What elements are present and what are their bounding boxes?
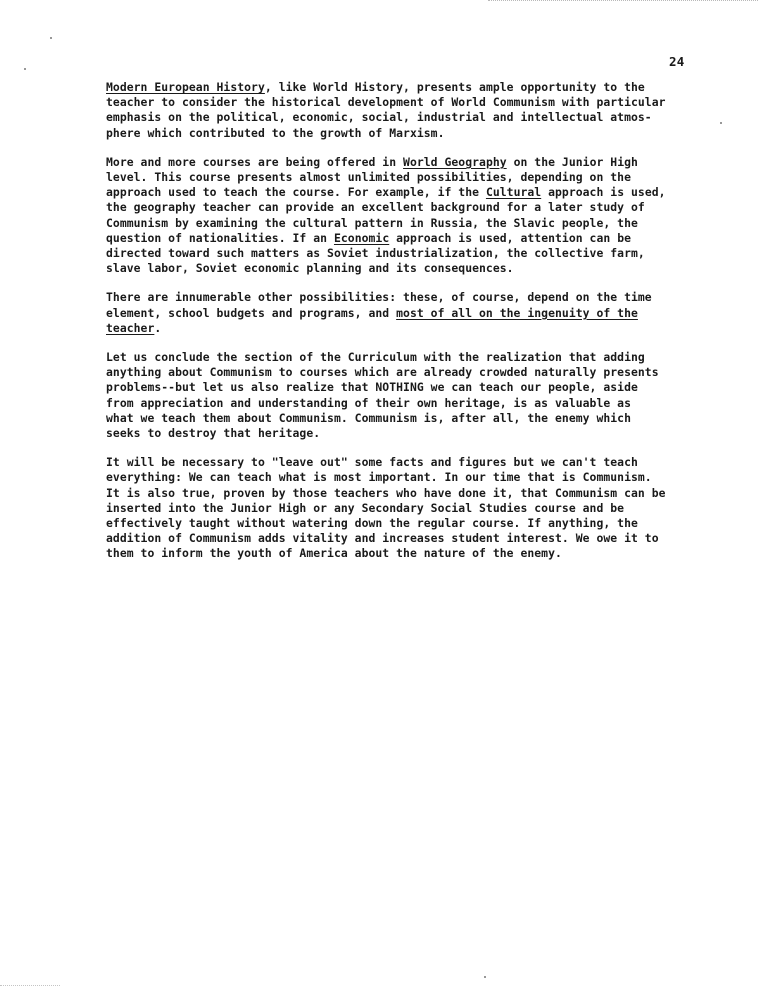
underlined-term: Modern European History	[106, 80, 265, 94]
underlined-term: World Geography	[403, 154, 507, 169]
text-line	[106, 426, 731, 441]
text-segment: level. This course presents almost unlimited possibilities, depending on the	[106, 170, 631, 185]
text-segment: effectively taught without watering down the regular course. If anything, the	[106, 516, 638, 531]
text-line	[106, 95, 731, 110]
text-line	[106, 531, 731, 546]
text-segment: what we teach them about Communism. Communism is, after all, the enemy which	[106, 410, 631, 425]
text-line	[106, 80, 731, 95]
text-line	[106, 501, 731, 516]
text-segment: directed toward such matters as Soviet industrialization, the collective farm,	[106, 246, 645, 261]
text-line	[106, 365, 731, 380]
paragraph	[106, 290, 731, 336]
text-line	[106, 350, 731, 365]
text-line	[106, 486, 731, 501]
body-text	[106, 80, 731, 576]
paragraph	[106, 80, 731, 141]
text-segment: everything: We can teach what is most important. In our time that is Communism.	[106, 470, 652, 485]
text-line	[106, 216, 731, 231]
text-line	[106, 170, 731, 185]
text-line	[106, 290, 731, 305]
text-line	[106, 411, 731, 426]
text-segment: teacher to consider the historical development of World Communism with particular	[106, 95, 666, 110]
text-segment: , like World History, presents ample opportunity to the	[264, 80, 645, 94]
text-segment: the geography teacher can provide an excellent background for a later study of	[106, 200, 645, 215]
text-segment: addition of Communism adds vitality and increases student interest. We owe it to	[106, 531, 659, 546]
scan-speck	[484, 976, 486, 978]
text-segment: More and more courses are being offered in	[106, 154, 404, 169]
text-segment: anything about Communism to courses which are already crowded naturally presents	[106, 365, 659, 380]
text-line	[106, 200, 731, 215]
text-line	[106, 470, 731, 485]
text-line	[106, 306, 731, 321]
text-segment: Let us conclude the section of the Curriculum with the realization that adding	[106, 350, 645, 365]
text-segment: phere which contributed to the growth of Marxism.	[106, 125, 445, 140]
scan-speck	[24, 68, 26, 70]
text-line	[106, 246, 731, 261]
text-line	[106, 110, 731, 125]
underlined-term: Cultural	[485, 185, 542, 200]
underlined-term: Economic	[333, 230, 390, 245]
text-segment: problems--but let us also realize that NOTHING we can teach our people, aside	[106, 380, 638, 395]
text-line	[106, 380, 731, 395]
text-segment: Communism by examining the cultural pattern in Russia, the Slavic people, the	[106, 215, 638, 230]
text-segment: element, school budgets and programs, and	[106, 305, 397, 320]
paragraph	[106, 455, 731, 561]
text-segment: question of nationalities. If an	[106, 230, 334, 245]
scan-edge-dots-top	[488, 0, 758, 1]
text-line	[106, 516, 731, 531]
paragraph	[106, 350, 731, 441]
text-segment: approach used to teach the course. For example, if the	[106, 185, 486, 200]
text-segment: inserted into the Junior High or any Secondary Social Studies course and be	[106, 500, 625, 515]
text-line	[106, 231, 731, 246]
text-segment: seeks to destroy that heritage.	[106, 426, 321, 441]
text-line	[106, 396, 731, 411]
underlined-term: teacher	[106, 320, 155, 335]
text-segment: slave labor, Soviet economic planning and its consequences.	[106, 261, 514, 276]
text-segment: It is also true, proven by those teachers who have done it, that Communism can be	[106, 485, 666, 500]
paragraph	[106, 155, 731, 277]
text-segment: them to inform the youth of America about the nature of the enemy.	[106, 546, 562, 561]
text-segment: approach is used,	[541, 185, 666, 200]
text-segment: on the Junior High	[506, 154, 638, 169]
scan-speck	[50, 37, 52, 39]
text-line	[106, 455, 731, 470]
text-line	[106, 155, 731, 170]
text-segment: .	[154, 320, 162, 335]
underlined-term: most of all on the ingenuity of the	[396, 305, 638, 320]
text-segment: It will be necessary to "leave out" some facts and figures but we can't teach	[106, 455, 638, 470]
text-line	[106, 126, 731, 141]
text-line	[106, 185, 731, 200]
text-line	[106, 261, 731, 276]
text-segment: from appreciation and understanding of their own heritage, is as valuable as	[106, 395, 631, 410]
text-line	[106, 321, 731, 336]
text-line	[106, 546, 731, 561]
page-number: 24	[669, 54, 685, 69]
text-segment: emphasis on the political, economic, social, industrial and intellectual atmos-	[106, 110, 652, 125]
text-segment: approach is used, attention can be	[389, 230, 632, 245]
text-segment: There are innumerable other possibilities: these, of course, depend on the time	[106, 290, 652, 305]
scan-edge-dots-bottom	[0, 985, 60, 986]
